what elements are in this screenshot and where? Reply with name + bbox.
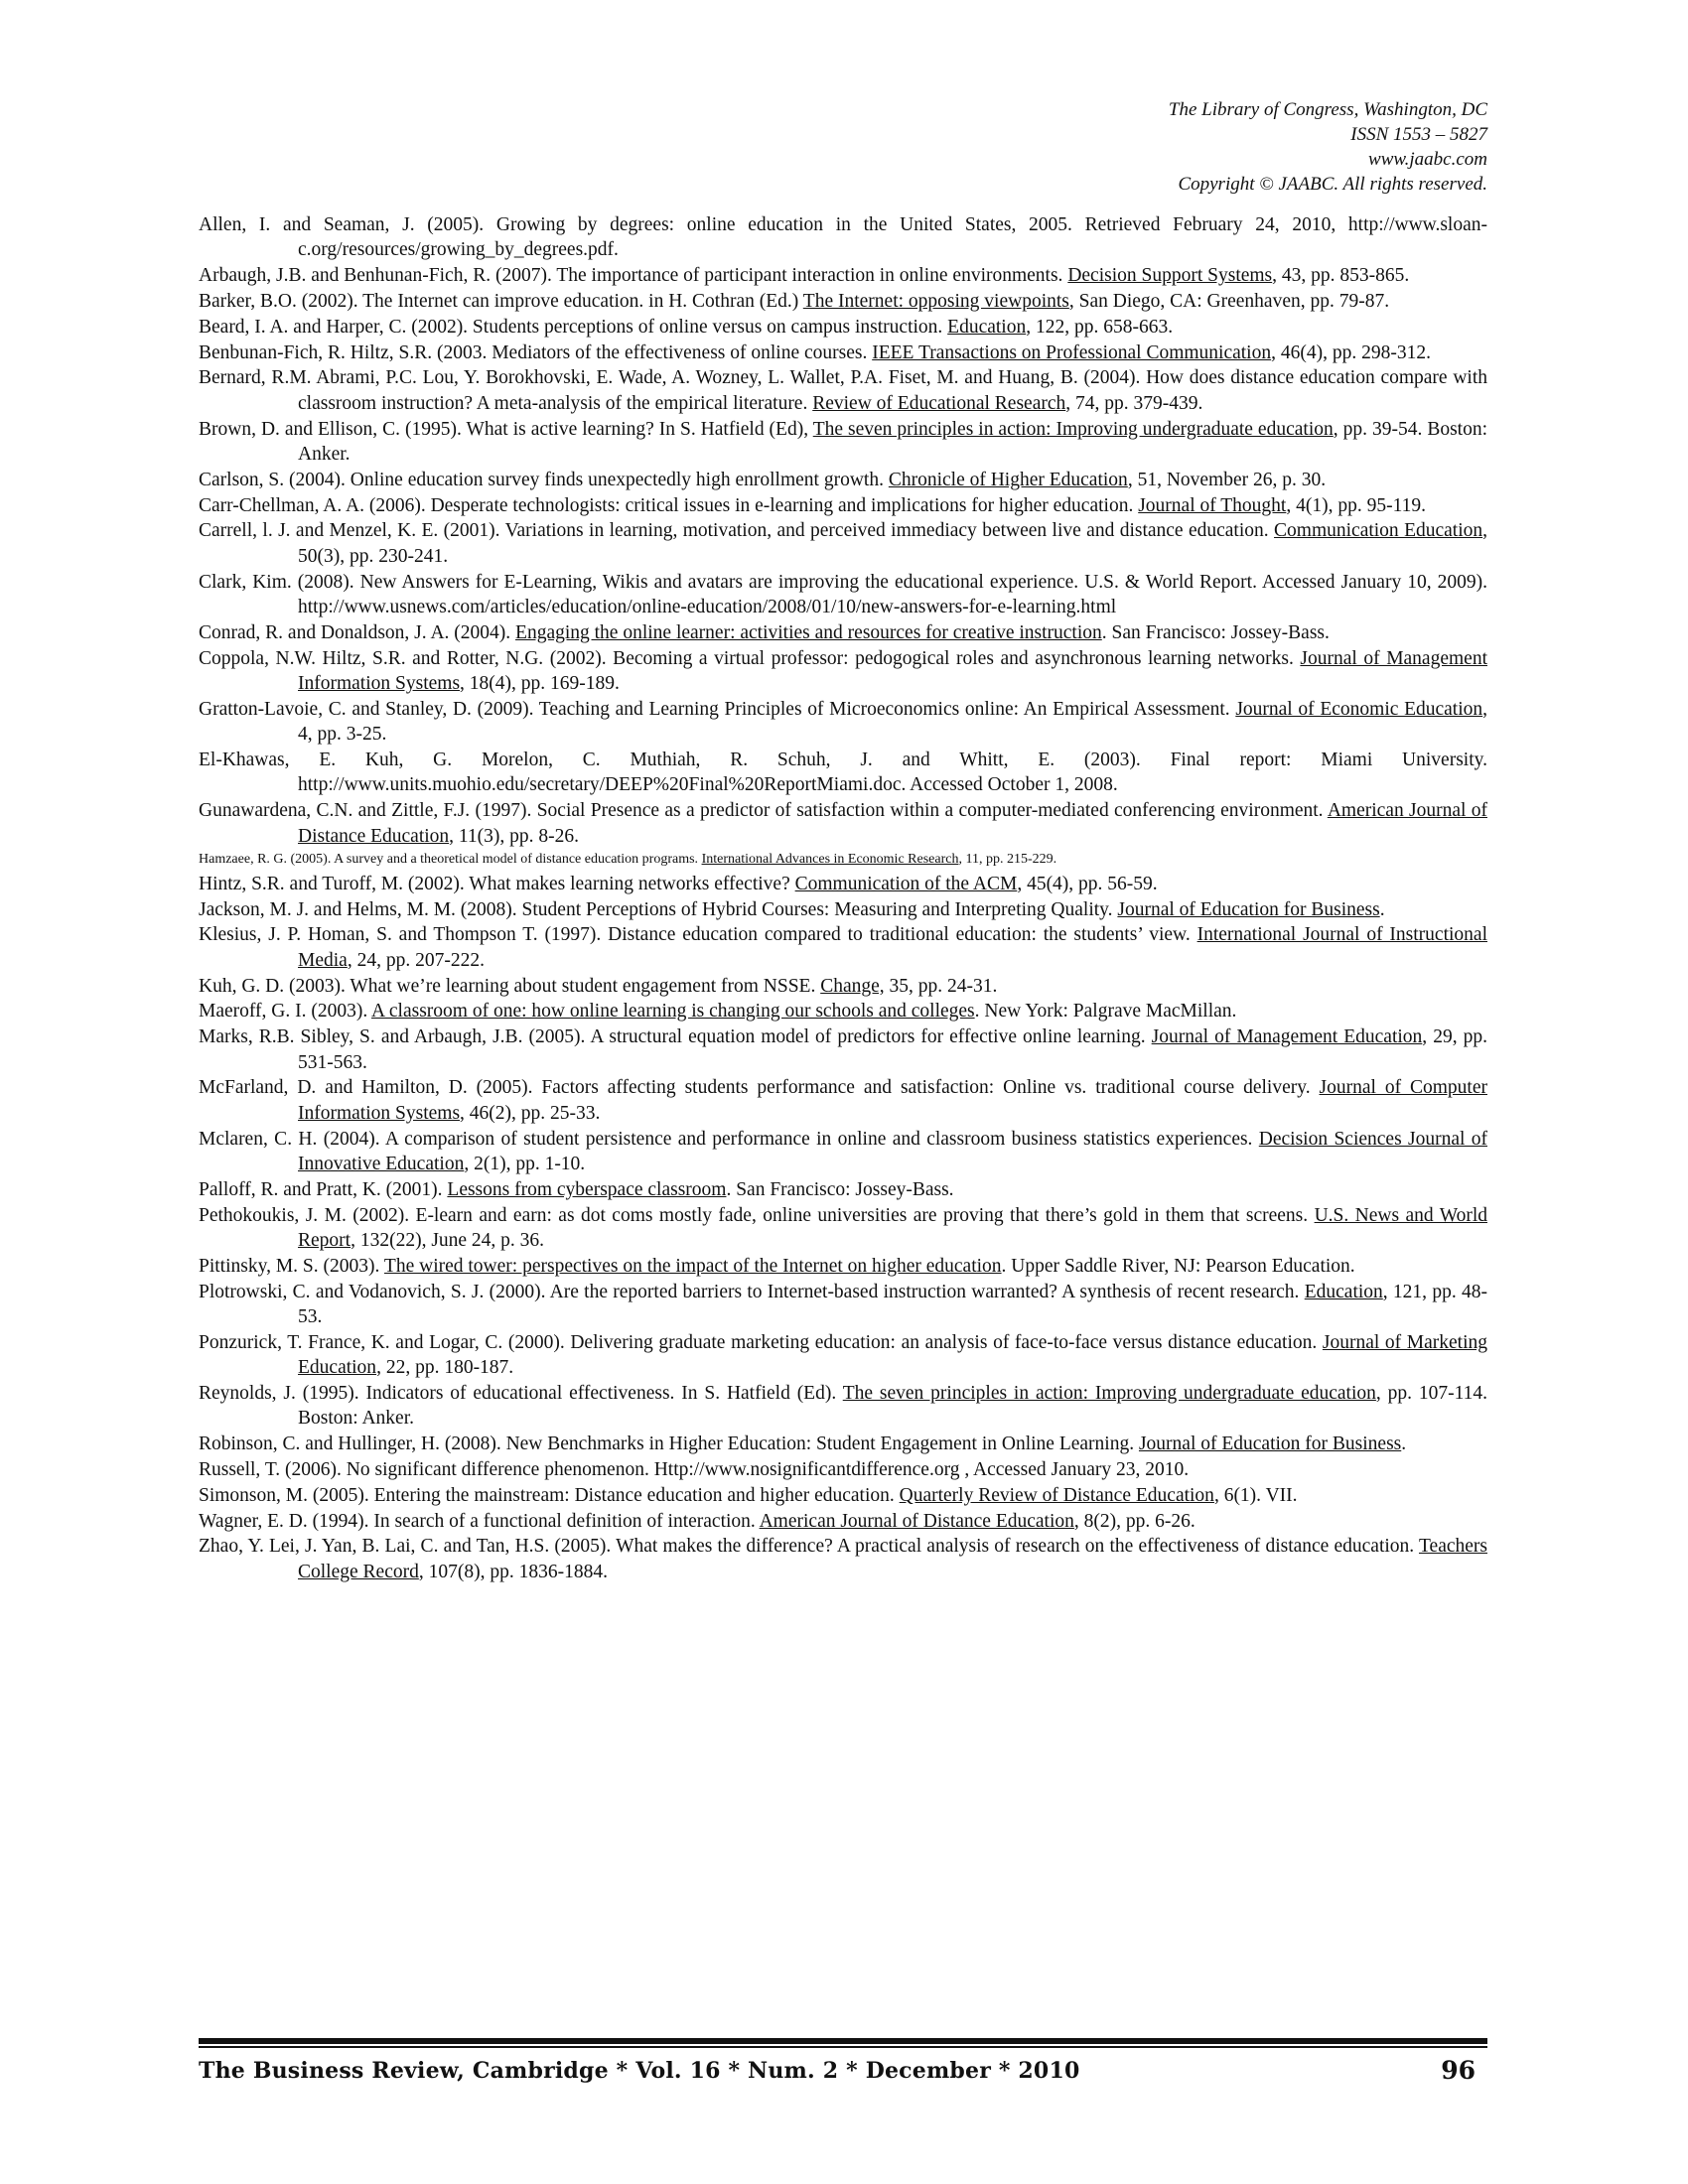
reference-source-title: The seven principles in action: Improving undergraduate education — [842, 1383, 1376, 1404]
reference-source-title: IEEE Transactions on Professional Communication — [872, 341, 1272, 363]
reference-source-title: Quarterly Review of Distance Education — [899, 1484, 1214, 1506]
reference-text: Ponzurick, T. France, K. and Logar, C. (2000). Delivering graduate marketing education: an analysis of face-to-face versus distance education. — [199, 1331, 1323, 1353]
reference-details: , 107(8), pp. 1836-1884. — [418, 1561, 608, 1582]
reference-item — [199, 1203, 1487, 1254]
reference-text: Conrad, R. and Donaldson, J. A. (2004). — [199, 621, 516, 643]
reference-source-title: A classroom of one: how online learning is changing our schools and colleges — [371, 1001, 975, 1023]
reference-source-title: Teachers College Record — [298, 1536, 1487, 1582]
reference-source-title: American Journal of Distance Education — [298, 800, 1487, 847]
reference-item — [199, 646, 1487, 697]
reference-item — [199, 1483, 1487, 1508]
reference-details: , 45(4), pp. 56-59. — [1017, 873, 1158, 894]
reference-text: Mclaren, C. H. (2004). A comparison of student persistence and performance in online and classroom business statistics experiences. — [199, 1128, 1259, 1150]
reference-details: , pp. 39-54. Boston: Anker. — [298, 418, 1487, 465]
reference-source-title: Journal of Computer Information Systems — [298, 1077, 1487, 1124]
reference-text: Klesius, J. P. Homan, S. and Thompson T. (1997). Distance education compared to traditional education: the students’ view. — [199, 924, 1197, 946]
reference-item — [199, 620, 1487, 645]
reference-source-title: American Journal of Distance Education — [759, 1510, 1074, 1532]
reference-details: , 11, pp. 215-229. — [958, 852, 1057, 868]
reference-text: Russell, T. (2006). No significant difference phenomenon. Http://www.nosignificantdifference.org , Accessed January 23, 2010. — [199, 1459, 1190, 1480]
reference-source-title: International Advances in Economic Research — [701, 852, 959, 868]
reference-item — [199, 315, 1487, 340]
reference-details: , 4(1), pp. 95-119. — [1286, 494, 1426, 516]
reference-details: , 43, pp. 853-865. — [1272, 265, 1410, 287]
reference-details: . — [1401, 1433, 1407, 1455]
reference-item — [199, 1457, 1487, 1482]
reference-item — [199, 212, 1487, 263]
footer-rule-thin — [199, 2046, 1487, 2048]
reference-details: , 2(1), pp. 1-10. — [464, 1154, 586, 1174]
reference-item — [199, 493, 1487, 518]
reference-text: Carrell, l. J. and Menzel, K. E. (2001). Variations in learning, motivation, and perceived immediacy between live and distance education. — [199, 520, 1275, 542]
reference-text: Clark, Kim. (2008). New Answers for E-Learning, Wikis and avatars are improving the educational experience. U.S. & World Report. Accessed January 10, 2009). http://www.usnews.com/articles/education/online-education/2008/01/10/new-answers-for-e-learning.html — [199, 571, 1487, 617]
reference-source-title: Decision Support Systems — [1067, 265, 1273, 287]
reference-source-title: Chronicle of Higher Education — [888, 469, 1128, 490]
reference-item — [199, 849, 1487, 871]
footer-rule-thick — [199, 2038, 1487, 2044]
reference-text: Pethokoukis, J. M. (2002). E-learn and earn: as dot coms mostly fade, online universities are proving that there’s gold in them that screens. — [199, 1204, 1315, 1226]
reference-item — [199, 1254, 1487, 1279]
reference-item — [199, 1330, 1487, 1381]
reference-text: El-Khawas, E. Kuh, G. Morelon, C. Muthiah, R. Schuh, J. and Whitt, E. (2003). Final report: Miami University. http://www.units.muohio.edu/secretary/DEEP%20Final%20ReportMiami.doc. Accessed October 1, 2008. — [199, 750, 1487, 796]
reference-details: , 24, pp. 207-222. — [347, 949, 485, 971]
reference-details: . San Francisco: Jossey-Bass. — [726, 1178, 954, 1200]
reference-details: , 74, pp. 379-439. — [1065, 392, 1203, 414]
reference-item — [199, 897, 1487, 922]
reference-text: Maeroff, G. I. (2003). — [199, 1001, 372, 1023]
reference-text: Beard, I. A. and Harper, C. (2002). Students perceptions of online versus on campus instruction. — [199, 316, 948, 338]
reference-text: Carlson, S. (2004). Online education survey finds unexpectedly high enrollment growth. — [199, 469, 889, 490]
reference-details: , 29, pp. 531-563. — [298, 1026, 1488, 1073]
reference-details: , 122, pp. 658-663. — [1026, 316, 1174, 338]
reference-text: Benbunan-Fich, R. Hiltz, S.R. (2003. Mediators of the effectiveness of online courses. — [199, 341, 873, 363]
reference-source-title: Engaging the online learner: activities and resources for creative instruction — [515, 621, 1102, 643]
reference-source-title: Journal of Management Information Systems — [298, 647, 1487, 694]
reference-text: Wagner, E. D. (1994). In search of a functional definition of interaction. — [199, 1510, 760, 1532]
reference-text: Zhao, Y. Lei, J. Yan, B. Lai, C. and Tan, H.S. (2005). What makes the difference? A practical analysis of research on the effectiveness of distance education. — [199, 1536, 1419, 1558]
reference-source-title: U.S. News and World Report — [298, 1204, 1487, 1251]
reference-text: Reynolds, J. (1995). Indicators of educational effectiveness. In S. Hatfield (Ed). — [199, 1383, 843, 1404]
reference-text: Robinson, C. and Hullinger, H. (2008). New Benchmarks in Higher Education: Student Engagement in Online Learning. — [199, 1433, 1139, 1455]
reference-text: Plotrowski, C. and Vodanovich, S. J. (2000). Are the reported barriers to Internet-based instruction warranted? A synthesis of recent research. — [199, 1281, 1305, 1302]
reference-item — [199, 1127, 1487, 1177]
reference-details: , 121, pp. 48-53. — [298, 1281, 1487, 1327]
reference-list — [199, 212, 1487, 1584]
reference-details: , San Diego, CA: Greenhaven, pp. 79-87. — [1068, 291, 1390, 312]
reference-item — [199, 468, 1487, 492]
reference-item — [199, 1432, 1487, 1456]
reference-text: Hamzaee, R. G. (2005). A survey and a theoretical model of distance education programs. — [199, 852, 702, 868]
reference-text: Bernard, R.M. Abrami, P.C. Lou, Y. Borokhovski, E. Wade, A. Wozney, L. Wallet, P.A. Fiset, M. and Huang, B. (2004). How does distance education compare with classroom instruction? A meta-analysis of the empirical literature. — [199, 367, 1487, 414]
reference-text: Brown, D. and Ellison, C. (1995). What is active learning? In S. Hatfield (Ed), — [199, 418, 813, 440]
reference-details: , 4, pp. 3-25. — [298, 698, 1488, 746]
reference-details: , pp. 107-114. Boston: Anker. — [298, 1383, 1488, 1430]
reference-text: McFarland, D. and Hamilton, D. (2005). Factors affecting students performance and satisfaction: Online vs. traditional course delivery. — [199, 1077, 1320, 1099]
reference-text: Kuh, G. D. (2003). What we’re learning about student engagement from NSSE. — [199, 975, 821, 997]
reference-details: , 50(3), pp. 230-241. — [298, 520, 1488, 567]
reference-source-title: Journal of Education for Business — [1117, 898, 1380, 920]
reference-item — [199, 1075, 1487, 1126]
reference-item — [199, 289, 1487, 314]
reference-source-title: Lessons from cyberspace classroom — [447, 1178, 727, 1200]
reference-details: , 8(2), pp. 6-26. — [1073, 1510, 1196, 1532]
header-website: www.jaabc.com — [1368, 149, 1487, 170]
reference-source-title: Journal of Marketing Education — [298, 1331, 1487, 1379]
reference-item — [199, 1534, 1487, 1584]
reference-source-title: Change, — [820, 975, 885, 997]
reference-item — [199, 570, 1487, 620]
reference-details: , 22, pp. 180-187. — [376, 1357, 514, 1379]
reference-details: . New York: Palgrave MacMillan. — [974, 1001, 1237, 1023]
reference-text: Hintz, S.R. and Turoff, M. (2002). What makes learning networks effective? — [199, 873, 795, 894]
reference-item — [199, 1280, 1487, 1330]
reference-item — [199, 365, 1487, 416]
reference-details: . San Francisco: Jossey-Bass. — [1101, 621, 1330, 643]
reference-item — [199, 1509, 1487, 1534]
footer-journal-title: The Business Review, Cambridge * Vol. 16 * Num. 2 * December * 2010 — [199, 2058, 1080, 2084]
reference-item — [199, 263, 1487, 288]
reference-source-title: Communication of the ACM — [794, 873, 1018, 894]
page-number: 96 — [1441, 2056, 1476, 2085]
reference-details: , 46(4), pp. 298-312. — [1271, 341, 1431, 363]
reference-text: Pittinsky, M. S. (2003). — [199, 1255, 384, 1277]
reference-text: Jackson, M. J. and Helms, M. M. (2008). Student Perceptions of Hybrid Courses: Measuring and Interpreting Quality. — [199, 898, 1118, 920]
header-issn: ISSN 1553 – 5827 — [1350, 124, 1487, 145]
reference-item — [199, 697, 1487, 748]
reference-text: Coppola, N.W. Hiltz, S.R. and Rotter, N.G. (2002). Becoming a virtual professor: pedogogical roles and asynchronous learning networks. — [199, 647, 1301, 669]
reference-source-title: The wired tower: perspectives on the impact of the Internet on higher education — [383, 1255, 1002, 1277]
reference-source-title: Journal of Economic Education — [1235, 698, 1483, 720]
reference-text: Gratton-Lavoie, C. and Stanley, D. (2009). Teaching and Learning Principles of Microeconomics online: An Empirical Assessment. — [199, 698, 1236, 720]
header-copyright: Copyright © JAABC. All rights reserved. — [1178, 174, 1487, 195]
reference-text: Palloff, R. and Pratt, K. (2001). — [199, 1178, 448, 1200]
header-library: The Library of Congress, Washington, DC — [1168, 99, 1487, 120]
reference-text: Simonson, M. (2005). Entering the mainstream: Distance education and higher education. — [199, 1484, 900, 1506]
reference-item — [199, 1177, 1487, 1202]
reference-item — [199, 1381, 1487, 1432]
reference-item — [199, 798, 1487, 849]
reference-details: , 18(4), pp. 169-189. — [460, 673, 620, 694]
reference-item — [199, 999, 1487, 1024]
reference-source-title: Education — [1304, 1281, 1383, 1302]
reference-text: Arbaugh, J.B. and Benhunan-Fich, R. (2007). The importance of participant interaction in online environments. — [199, 265, 1068, 287]
reference-item — [199, 922, 1487, 973]
reference-details: . — [1379, 898, 1385, 920]
reference-source-title: Decision Sciences Journal of Innovative Education — [298, 1128, 1487, 1174]
reference-item — [199, 417, 1487, 468]
reference-item — [199, 748, 1487, 798]
reference-details: , 51, November 26, p. 30. — [1127, 469, 1327, 490]
reference-details: 35, pp. 24-31. — [884, 975, 998, 997]
reference-details: , 11(3), pp. 8-26. — [449, 825, 580, 847]
reference-details: , 132(22), June 24, p. 36. — [351, 1230, 545, 1251]
page-header — [1169, 97, 1487, 197]
reference-source-title: Journal of Management Education — [1151, 1026, 1423, 1048]
reference-details: , 6(1). VII. — [1213, 1484, 1298, 1506]
reference-text: Allen, I. and Seaman, J. (2005). Growing by degrees: online education in the United States, 2005. Retrieved February 24, 2010, http://www.sloan-c.org/resources/growing_by_degrees.pdf. — [199, 214, 1487, 261]
reference-details: . Upper Saddle River, NJ: Pearson Education. — [1001, 1255, 1355, 1277]
reference-source-title: International Journal of Instructional Media — [298, 924, 1487, 971]
reference-item — [199, 1024, 1487, 1075]
reference-text: Barker, B.O. (2002). The Internet can improve education. in H. Cothran (Ed.) — [199, 291, 803, 312]
reference-source-title: Communication Education — [1274, 520, 1483, 542]
reference-source-title: Journal of Education for Business — [1138, 1433, 1402, 1455]
reference-source-title: The seven principles in action: Improving undergraduate education — [812, 418, 1334, 440]
reference-source-title: Journal of Thought — [1138, 494, 1287, 516]
reference-item — [199, 872, 1487, 896]
reference-details: , 46(2), pp. 25-33. — [460, 1102, 601, 1124]
reference-source-title: Education — [947, 316, 1027, 338]
reference-text: Marks, R.B. Sibley, S. and Arbaugh, J.B. (2005). A structural equation model of predictors for effective online learning. — [199, 1026, 1152, 1048]
reference-item — [199, 341, 1487, 365]
reference-item — [199, 518, 1487, 569]
reference-source-title: Review of Educational Research — [812, 392, 1066, 414]
reference-source-title: The Internet: opposing viewpoints — [802, 291, 1069, 312]
reference-text: Carr-Chellman, A. A. (2006). Desperate technologists: critical issues in e-learning and implications for higher education. — [199, 494, 1139, 516]
reference-item — [199, 974, 1487, 999]
reference-text: Gunawardena, C.N. and Zittle, F.J. (1997). Social Presence as a predictor of satisfaction within a computer-mediated conferencing environment. — [199, 800, 1328, 822]
